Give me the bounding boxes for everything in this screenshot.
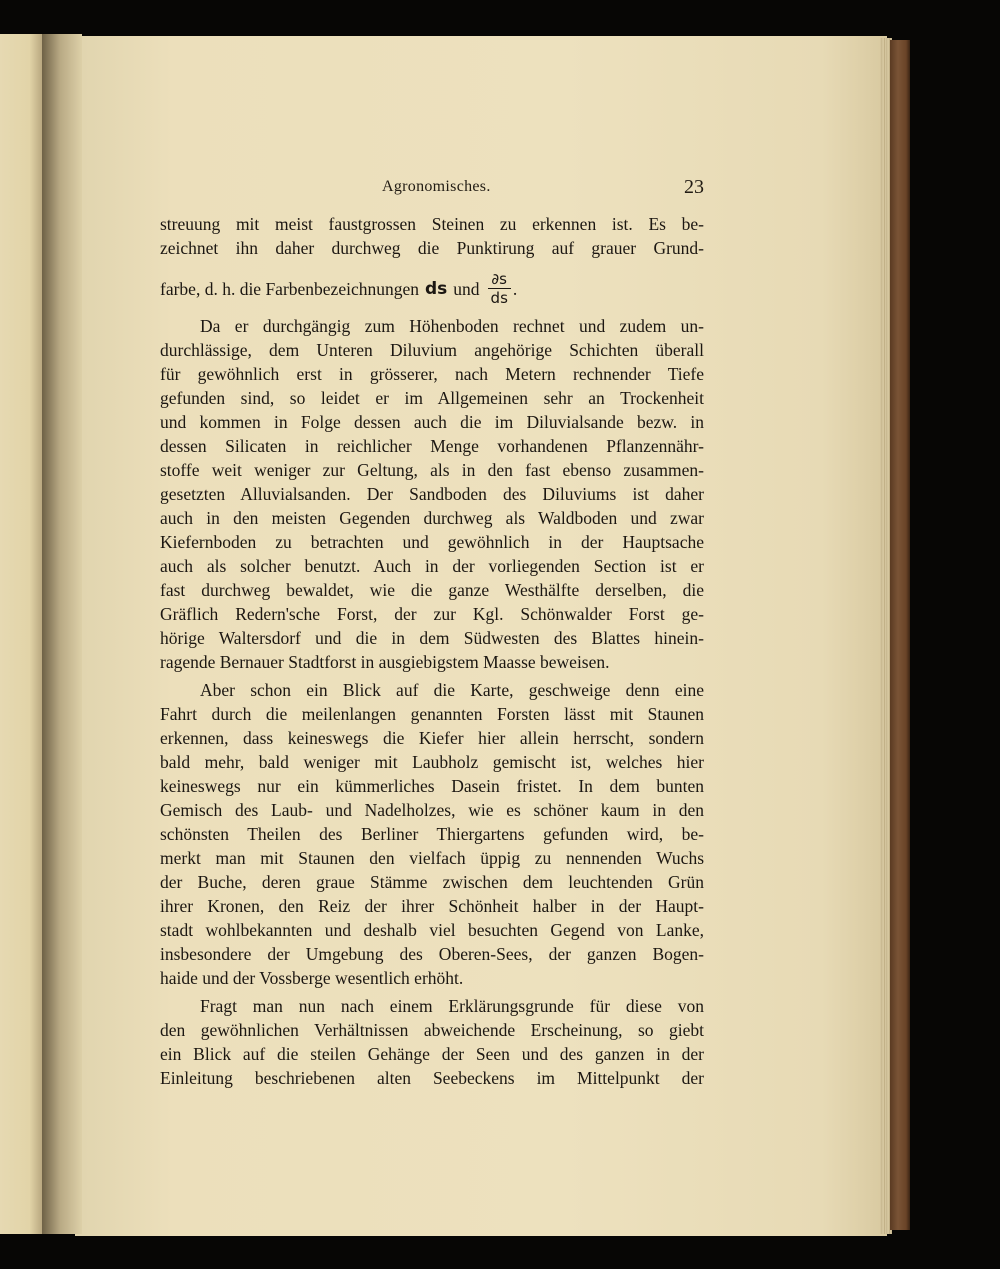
text-line: keineswegs nur ein kümmerliches Dasein fristet. In dem bunten bbox=[160, 776, 704, 796]
text-line: zeichnet ihn daher durchweg die Punktirung auf grauer Grund- bbox=[160, 238, 704, 258]
text-line: fast durchweg bewaldet, wie die ganze Westhälfte derselben, die bbox=[160, 580, 704, 600]
gutter-shadow bbox=[42, 34, 82, 1234]
symbol-ds: ds bbox=[425, 278, 448, 299]
text-line: ein Blick auf die steilen Gehänge der Seen und des ganzen in der bbox=[160, 1044, 704, 1064]
text-line: gefunden sind, so leidet er im Allgemeinen sehr an Trockenheit bbox=[160, 388, 704, 408]
text-line: Fahrt durch die meilenlangen genannten Forsten lässt mit Staunen bbox=[160, 704, 704, 724]
page-number: 23 bbox=[684, 176, 704, 198]
text-line: der Buche, deren graue Stämme zwischen dem leuchtenden Grün bbox=[160, 872, 704, 892]
text-line: ragende Bernauer Stadtforst in ausgiebigstem Maasse beweisen. bbox=[160, 652, 610, 672]
text-line: Aber schon ein Blick auf die Karte, geschweige denn eine bbox=[200, 680, 704, 700]
text-line: dessen Silicaten in reichlicher Menge vorhandenen Pflanzennähr- bbox=[160, 436, 704, 456]
text-line: auch als solcher benutzt. Auch in der vorliegenden Section ist er bbox=[160, 556, 704, 576]
formula-conjunction: und bbox=[453, 278, 480, 299]
formula-line bbox=[160, 264, 704, 310]
page-header bbox=[160, 176, 704, 206]
fraction-ds bbox=[488, 270, 511, 307]
text-line: insbesondere der Umgebung des Oberen-Sees, der ganzen Bogen- bbox=[160, 944, 704, 964]
text-line: haide und der Vossberge wesentlich erhöht. bbox=[160, 968, 464, 988]
text-line: stoffe weit weniger zur Geltung, als in den fast ebenso zusammen- bbox=[160, 460, 704, 480]
text-line: erkennen, dass keineswegs die Kiefer hier allein herrscht, sondern bbox=[160, 728, 704, 748]
text-line: Kiefernboden zu betrachten und gewöhnlich in der Hauptsache bbox=[160, 532, 704, 552]
formula-lead-text: farbe, d. h. die Farbenbezeichnungen bbox=[160, 278, 419, 299]
text-line: hörige Waltersdorf und die in dem Südwesten des Blattes hinein- bbox=[160, 628, 704, 648]
fraction-numerator: ∂s bbox=[491, 270, 507, 289]
paragraph-2 bbox=[160, 314, 704, 674]
book-cover-edge bbox=[890, 40, 910, 1230]
text-line: Da er durchgängig zum Höhenboden rechnet und zudem un- bbox=[200, 316, 704, 336]
left-page-edge bbox=[0, 34, 42, 1234]
body-text bbox=[160, 212, 704, 1090]
text-line: gesetzten Alluvialsanden. Der Sandboden des Diluviums ist daher bbox=[160, 484, 704, 504]
text-line: merkt man mit Staunen den vielfach üppig zu nennenden Wuchs bbox=[160, 848, 704, 868]
text-line: Gräflich Redern'sche Forst, der zur Kgl. Schönwalder Forst ge- bbox=[160, 604, 704, 624]
text-line: und kommen in Folge dessen auch die im Diluvialsande bezw. in bbox=[160, 412, 704, 432]
text-line: auch in den meisten Gegenden durchweg als Waldboden und zwar bbox=[160, 508, 704, 528]
text-line: schönsten Theilen des Berliner Thiergartens gefunden wird, be- bbox=[160, 824, 704, 844]
text-line: bald mehr, bald weniger mit Laubholz gemischt ist, welches hier bbox=[160, 752, 704, 772]
running-title: Agronomisches. bbox=[382, 178, 491, 195]
text-line: den gewöhnlichen Verhältnissen abweichende Erscheinung, so giebt bbox=[160, 1020, 704, 1040]
text-line: ihrer Kronen, den Reiz der ihrer Schönheit halber in der Haupt- bbox=[160, 896, 704, 916]
text-line: Fragt man nun nach einem Erklärungsgrunde für diese von bbox=[200, 996, 704, 1016]
paragraph-4 bbox=[160, 994, 704, 1090]
text-line: Gemisch des Laub- und Nadelholzes, wie es schöner kaum in den bbox=[160, 800, 704, 820]
fraction-denominator: ds bbox=[490, 289, 508, 308]
paragraph-3 bbox=[160, 678, 704, 990]
paragraph-1 bbox=[160, 212, 704, 310]
text-line: durchlässige, dem Unteren Diluvium angehörige Schichten überall bbox=[160, 340, 704, 360]
formula-period: . bbox=[512, 278, 518, 299]
text-line: für gewöhnlich erst in grösserer, nach Metern rechnender Tiefe bbox=[160, 364, 704, 384]
text-line: streuung mit meist faustgrossen Steinen zu erkennen ist. Es be- bbox=[160, 214, 704, 234]
text-line: Einleitung beschriebenen alten Seebeckens im Mittelpunkt der bbox=[160, 1068, 704, 1088]
text-line: stadt wohlbekannten und deshalb viel besuchten Gegend von Lanke, bbox=[160, 920, 704, 940]
